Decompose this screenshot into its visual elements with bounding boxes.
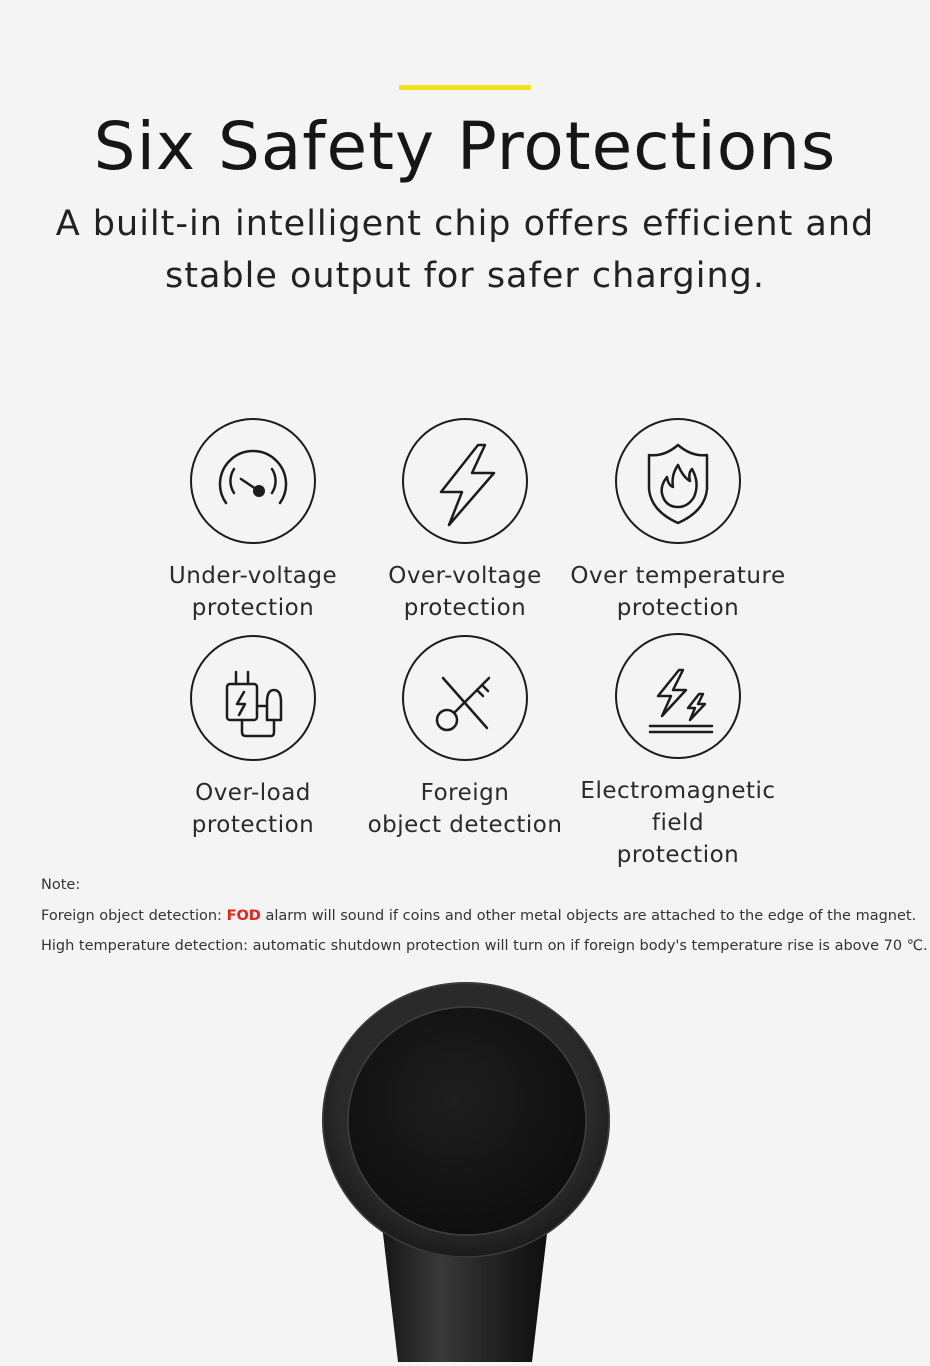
shield-flame-icon: [615, 418, 741, 544]
product-image: [300, 975, 630, 1362]
gauge-icon: [190, 418, 316, 544]
electromagnetic-icon: [615, 633, 741, 759]
feature-label: Over-voltage protection: [388, 563, 542, 621]
feature-label: Foreign object detection: [367, 780, 563, 838]
feature-electromagnetic: [553, 633, 803, 871]
overload-plug-icon: [190, 635, 316, 761]
fod-highlight: FOD: [226, 907, 261, 924]
note-heading: Note:: [41, 877, 81, 893]
feature-label: Over temperature protection: [570, 563, 786, 621]
feature-label: Under-voltage protection: [168, 563, 338, 621]
note-section: [41, 870, 928, 962]
note-fod-suffix: alarm will sound if coins and other metal objects are attached to the edge of the magnet.: [260, 907, 917, 924]
lightning-icon: [402, 418, 528, 544]
feature-label: Over-load protection: [191, 780, 315, 838]
note-fod-prefix: Foreign object detection:: [41, 907, 227, 924]
feature-over-temperature: [553, 418, 803, 624]
feature-label: Electromagnetic field protection: [580, 778, 776, 868]
page-subtitle: A built-in intelligent chip offers efficient and stable output for safer charging.: [55, 204, 875, 296]
accent-bar: [399, 85, 531, 90]
page-title: Six Safety Protections: [93, 108, 837, 185]
note-line-temperature: High temperature detection: automatic shutdown protection will turn on if foreign body's temperature rise is above 70 ℃.: [41, 938, 928, 954]
note-line-fod: [41, 901, 917, 932]
key-crossed-icon: [402, 635, 528, 761]
